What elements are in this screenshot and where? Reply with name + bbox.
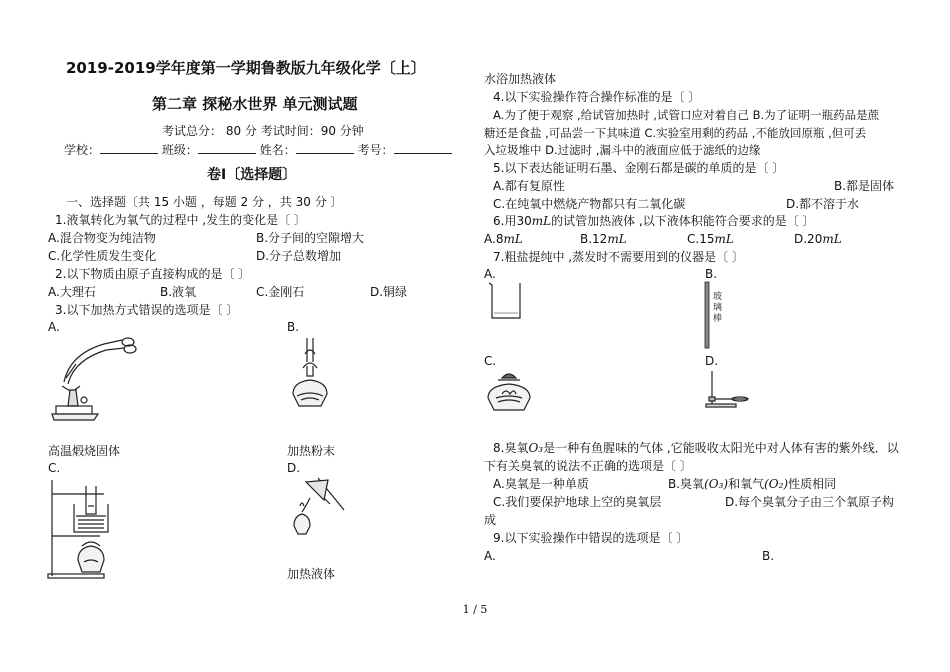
name-blank[interactable] xyxy=(296,142,354,154)
q3-caption-d: 加热液体 xyxy=(287,567,336,581)
volume-heading: 卷Ⅰ〔选择题〕 xyxy=(207,167,297,183)
class-label: 班级： xyxy=(161,143,198,157)
q9-option-b[interactable]: B. xyxy=(762,549,775,563)
q4-options-line2[interactable]: 糖还是食盐 ,可品尝一下其味道 C.实验室用剩的药品 ,不能放回原瓶 ,但可丢 xyxy=(484,126,867,140)
q9-option-a[interactable]: A. xyxy=(484,549,496,563)
q8-option-d[interactable]: D.每个臭氧分子由三个氧原子构 xyxy=(725,495,895,509)
q8-stem xyxy=(493,440,899,456)
q6-stem-pre: 6.用30 xyxy=(493,214,532,228)
q8-option-a[interactable]: A.臭氧是一种单质 xyxy=(493,477,589,491)
q5-stem: 5.以下表达能证明石墨、金刚石都是碳的单质的是〔 〕 xyxy=(493,161,785,175)
exam-no-label: 考号： xyxy=(357,143,394,157)
q6-option-b-value: B.12 xyxy=(580,232,608,246)
q6-option-a[interactable] xyxy=(484,231,523,247)
q8-stem-pre: 8.臭氧 xyxy=(493,441,529,455)
q5-option-a[interactable]: A.都有复原性 xyxy=(493,179,565,193)
q6-option-d-unit: mL xyxy=(822,232,842,246)
exam-no-blank[interactable] xyxy=(394,142,452,154)
q8-option-b-pre: B.臭氧 xyxy=(668,477,705,491)
student-info-row xyxy=(64,142,452,158)
q8-option-b-formula1: (O₃) xyxy=(704,477,729,491)
q6-option-a-unit: mL xyxy=(503,232,523,246)
q6-stem xyxy=(493,213,815,229)
school-label: 学校： xyxy=(64,143,101,157)
q5-option-d[interactable]: D.都不溶于水 xyxy=(786,197,860,211)
q3-caption-b: 加热粉末 xyxy=(287,444,336,458)
q3a-tongs-burner-illustration xyxy=(44,334,144,426)
q5-option-c[interactable]: C.在纯氧中燃烧产物都只有二氧化碳 xyxy=(493,197,686,211)
q3-caption-c: 水浴加热液体 xyxy=(484,72,557,86)
q7-option-a[interactable]: A. xyxy=(484,267,496,281)
chapter-subtitle: 第二章 探秘水世界 单元测试题 xyxy=(152,95,358,113)
q1-option-c[interactable]: C.化学性质发生变化 xyxy=(48,249,157,263)
q3c-water-bath-illustration xyxy=(44,476,124,580)
q6-option-d-value: D.20 xyxy=(794,232,823,246)
q8-option-b-formula2: (O₂) xyxy=(764,477,789,491)
q1-stem: 1.液氧转化为氧气的过程中 ,发生的变化是〔 〕 xyxy=(55,213,306,227)
q4-options-line3[interactable]: 入垃圾堆中 D.过滤时 ,漏斗中的液面应低于滤纸的边缘 xyxy=(484,143,761,157)
q4-options-line1[interactable]: A.为了便于观察 ,给试管加热时 ,试管口应对着自己 B.为了证明一瓶药品是蔗 xyxy=(493,108,880,122)
school-blank[interactable] xyxy=(100,142,158,154)
q8-option-b-post: 性质相同 xyxy=(788,477,837,491)
q7c-evaporating-dish-illustration xyxy=(484,368,534,414)
q3-option-c[interactable]: C. xyxy=(48,461,61,475)
q2-option-a[interactable]: A.大理石 xyxy=(48,285,96,299)
q3-option-b[interactable]: B. xyxy=(287,320,300,334)
q1-option-d[interactable]: D.分子总数增加 xyxy=(256,249,342,263)
q8-option-d-cont: 成 xyxy=(484,513,497,527)
q3d-test-tube-heating-illustration xyxy=(284,476,350,538)
q6-option-b[interactable] xyxy=(580,231,627,247)
q6-option-d[interactable] xyxy=(794,231,842,247)
q7-stem: 7.粗盐提纯中 ,蒸发时不需要用到的仪器是〔 〕 xyxy=(493,250,744,264)
exam-title: 2019-2019学年度第一学期鲁教版九年级化学〔上〕 xyxy=(66,59,426,77)
q8-option-b-mid: 和氧气 xyxy=(728,477,765,491)
q1-option-b[interactable]: B.分子间的空隙增大 xyxy=(256,231,365,245)
q7-option-d[interactable]: D. xyxy=(705,354,719,368)
q6-stem-post: 的试管加热液体 ,以下液体积能符合要求的是〔 〕 xyxy=(551,214,815,228)
q2-option-b[interactable]: B.液氧 xyxy=(160,285,197,299)
q8-stem-line2: 下有关臭氧的说法不正确的选项是〔 〕 xyxy=(484,459,692,473)
q9-stem: 9.以下实验操作中错误的选项是〔 〕 xyxy=(493,531,689,545)
section-heading: 一、选择题〔共 15 小题 ，每题 2 分 ，共 30 分 〕 xyxy=(66,195,343,209)
q7-option-c[interactable]: C. xyxy=(484,354,497,368)
q4-stem: 4.以下实验操作符合操作标准的是〔 〕 xyxy=(493,90,701,104)
q6-option-c[interactable] xyxy=(687,231,734,247)
q6-option-c-unit: mL xyxy=(714,232,734,246)
q2-option-c[interactable]: C.金刚石 xyxy=(256,285,305,299)
q8-formula: O₃ xyxy=(528,441,544,455)
class-blank[interactable] xyxy=(198,142,256,154)
q7d-iron-stand-illustration xyxy=(704,369,752,409)
q7b-rod-label: 玻璃棒 xyxy=(713,292,723,324)
q7-option-b[interactable]: B. xyxy=(705,267,718,281)
q6-option-b-unit: mL xyxy=(607,232,627,246)
q8-option-c[interactable]: C.我们要保护地球上空的臭氧层 xyxy=(493,495,662,509)
name-label: 姓名： xyxy=(259,143,296,157)
q3-option-d[interactable]: D. xyxy=(287,461,301,475)
page-number: 1 / 5 xyxy=(462,603,488,616)
q6-option-c-value: C.15 xyxy=(687,232,715,246)
q3-caption-a: 高温煅烧固体 xyxy=(48,444,121,458)
q3-stem: 3.以下加热方式错误的选项是〔 〕 xyxy=(55,303,239,317)
q3-option-a[interactable]: A. xyxy=(48,320,60,334)
q5-option-b[interactable]: B.都是固体 xyxy=(834,179,895,193)
q1-option-a[interactable]: A.混合物变为纯洁物 xyxy=(48,231,156,245)
q2-stem: 2.以下物质由原子直接构成的是〔 〕 xyxy=(55,267,251,281)
q8-stem-post: 是一种有鱼腥味的气体 ,它能吸收太阳光中对人体有害的紫外线．以 xyxy=(543,441,899,455)
q6-stem-unit: mL xyxy=(531,214,552,228)
exam-info: 考试总分： 80 分 考试时间：90 分钟 xyxy=(162,124,364,138)
q6-option-a-value: A.8 xyxy=(484,232,504,246)
q7a-beaker-illustration xyxy=(486,281,526,321)
q8-option-b[interactable] xyxy=(668,476,836,492)
q2-option-d[interactable]: D.铜绿 xyxy=(370,285,408,299)
q3b-spirit-lamp-illustration xyxy=(285,336,335,414)
